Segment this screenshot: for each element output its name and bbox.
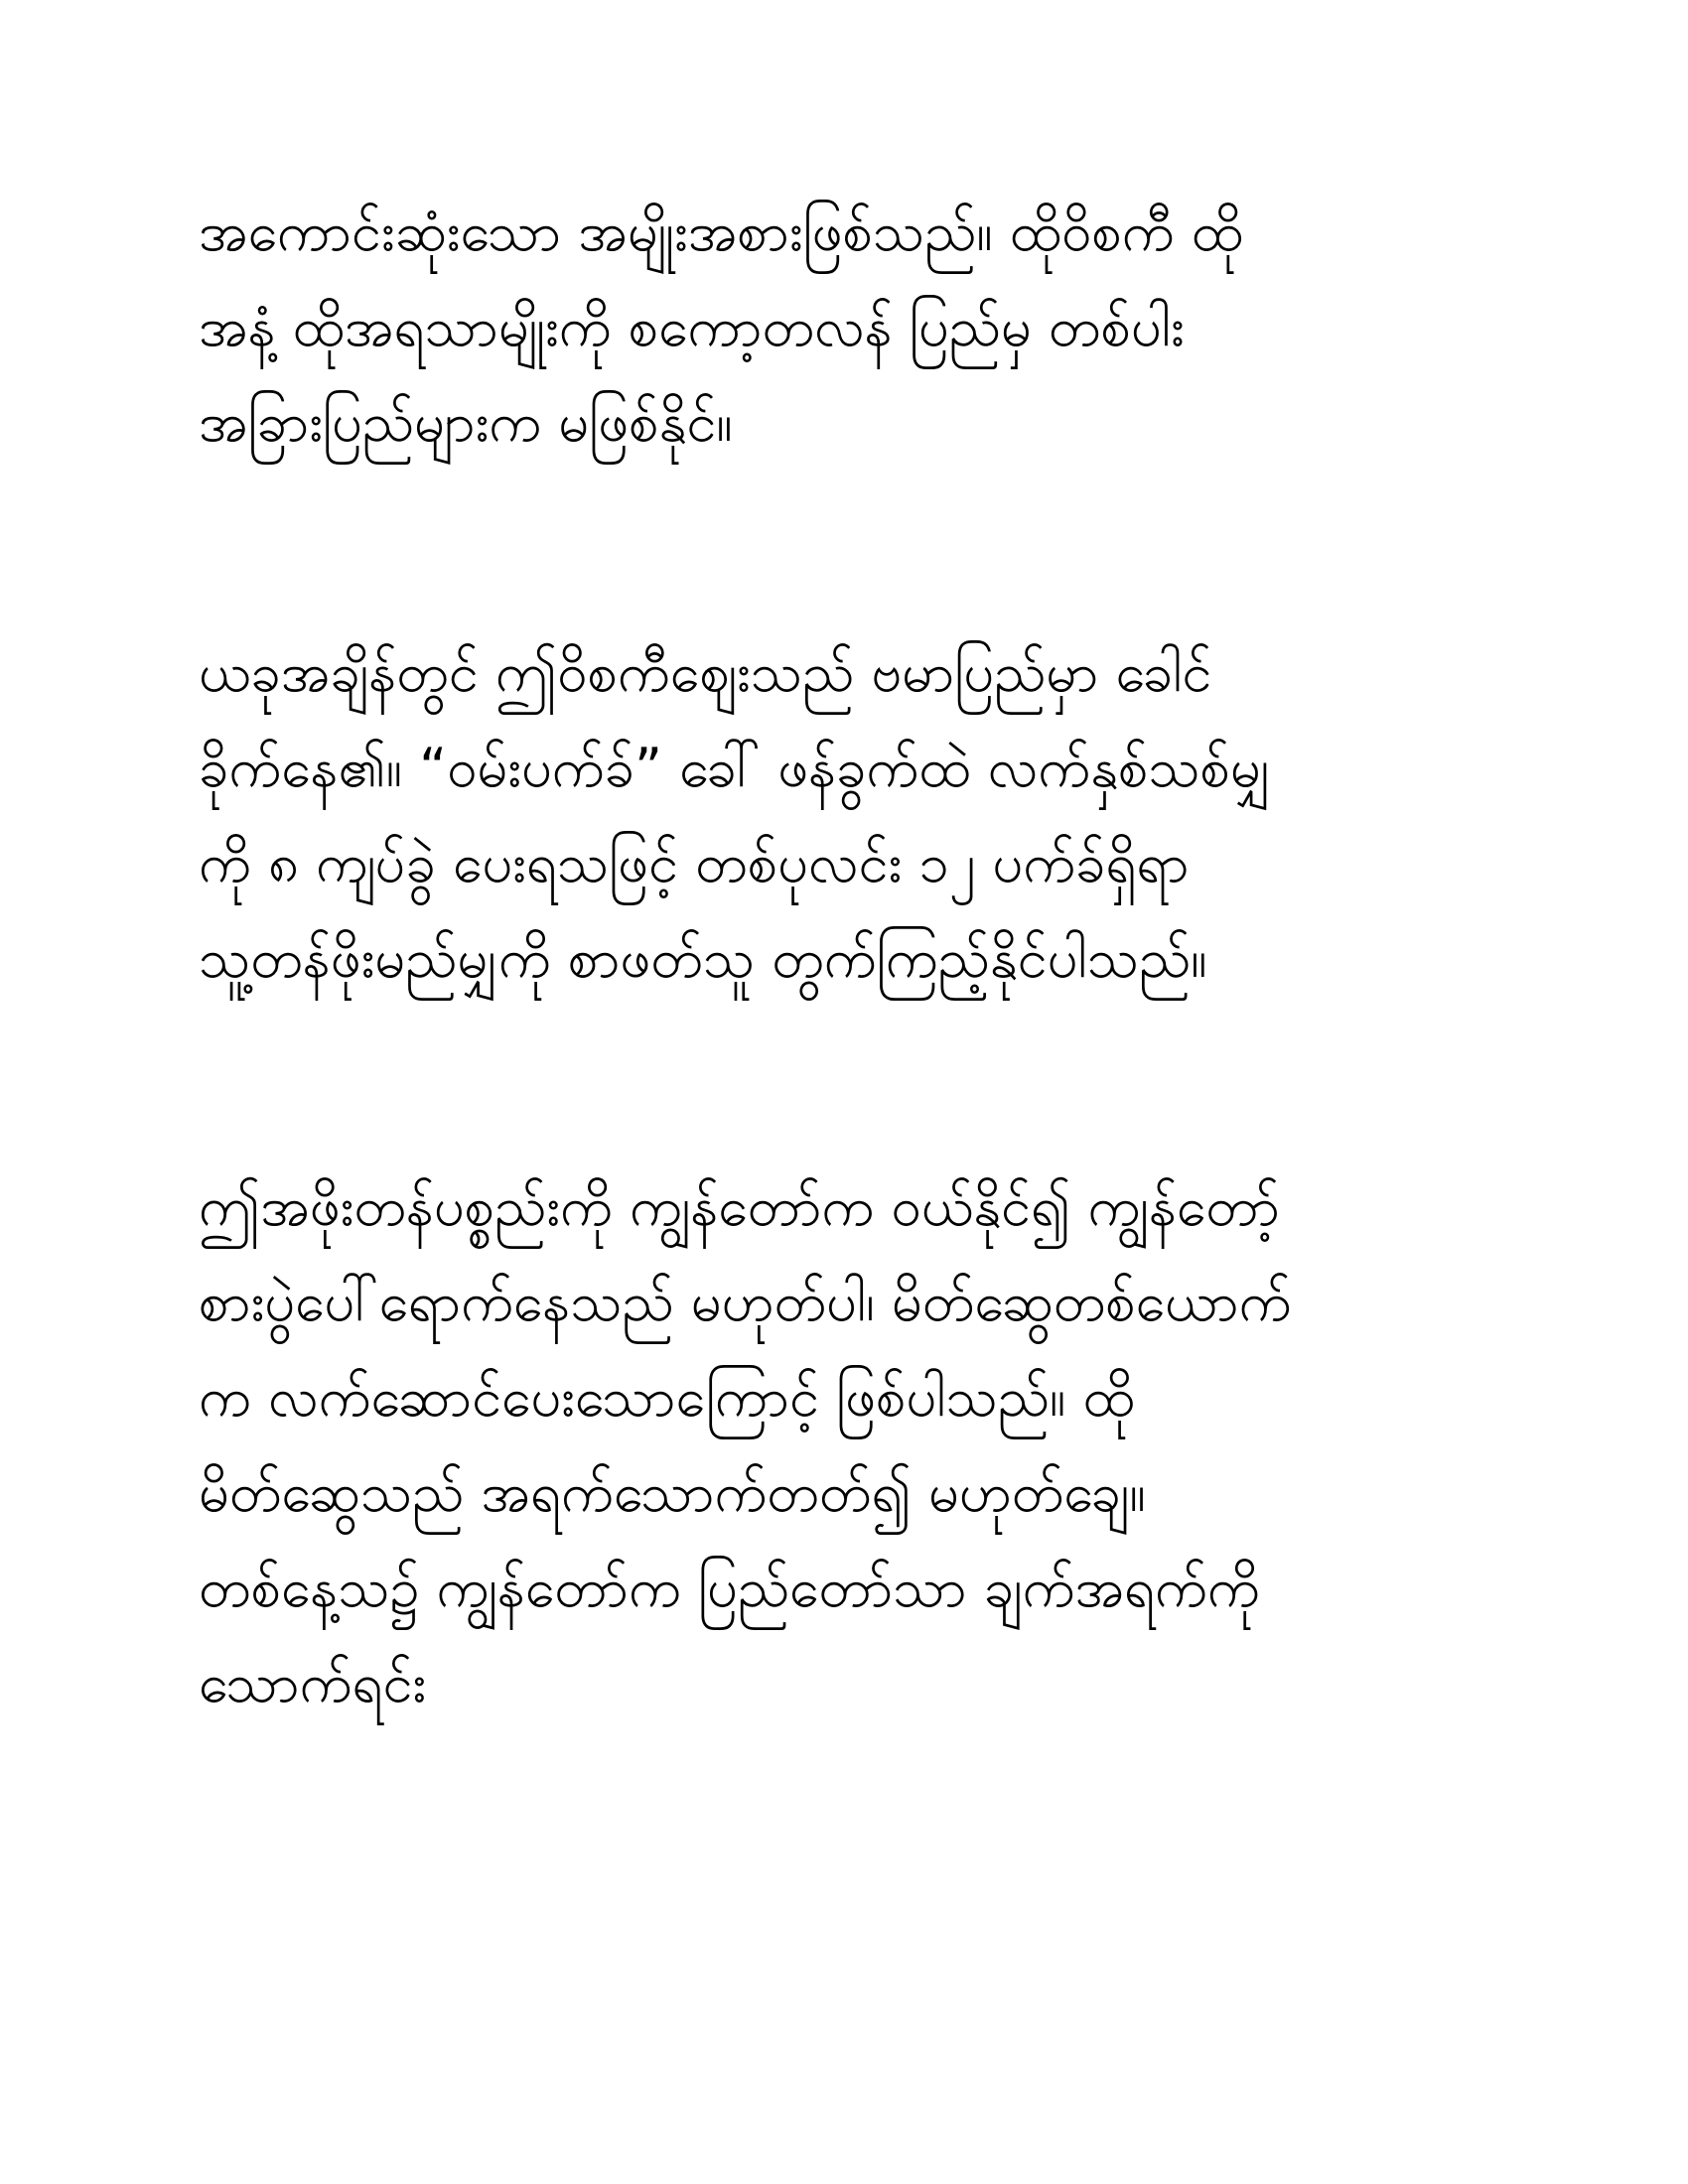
text-line: ဤအဖိုးတန်ပစ္စည်းကို ကျွန်တော်က ဝယ်နိုင်၍ ကျွန်တော့်: [199, 1175, 1280, 1238]
text-line: သောက်ရင်း: [199, 1652, 427, 1714]
text-line: ကို ၈ ကျပ်ခွဲ ပေးရသဖြင့် တစ်ပုလင်း ၁၂ ပက်ခ်ရှိရာ: [199, 832, 1190, 894]
text-line: အခြားပြည်များက မဖြစ်နိုင်။: [199, 391, 733, 454]
paragraph-3: [199, 1160, 1509, 1731]
paragraph-2: [199, 625, 1509, 1007]
text-line: စားပွဲပေါ်ရောက်နေသည် မဟုတ်ပါ၊ မိတ်ဆွေတစ်ယောက်: [199, 1271, 1292, 1333]
text-line: အကောင်းဆုံးသော အမျိုးအစားဖြစ်သည်။ ထိုဝိစကီ ထို: [199, 201, 1243, 263]
text-line: မိတ်ဆွေသည် အရက်သောက်တတ်၍ မဟုတ်ချေ။: [199, 1461, 1146, 1524]
paragraph-1: [199, 185, 1509, 471]
text-line: က လက်ဆောင်ပေးသောကြောင့် ဖြစ်ပါသည်။ ထို: [199, 1366, 1135, 1429]
text-line: ယခုအချိန်တွင် ဤဝိစကီဈေးသည် ဗမာပြည်မှာ ခေါင်: [199, 641, 1212, 704]
text-line: အနံ့ ထိုအရသာမျိုးကို စကော့တလန် ပြည်မှ တစ်ပါး: [199, 296, 1185, 358]
text-line: တစ်နေ့သ၌ ကျွန်တော်က ပြည်တော်သာ ချက်အရက်ကို: [199, 1557, 1260, 1619]
text-line: သူ့တန်ဖိုးမည်မျှကို စာဖတ်သူ တွက်ကြည့်နိုင်ပါသည်။: [199, 927, 1207, 990]
text-line: ခိုက်နေ၏။ “ဝမ်းပက်ခ်” ခေါ် ဖန်ခွက်ထဲ လက်နှစ်သစ်မျှ: [199, 737, 1272, 799]
